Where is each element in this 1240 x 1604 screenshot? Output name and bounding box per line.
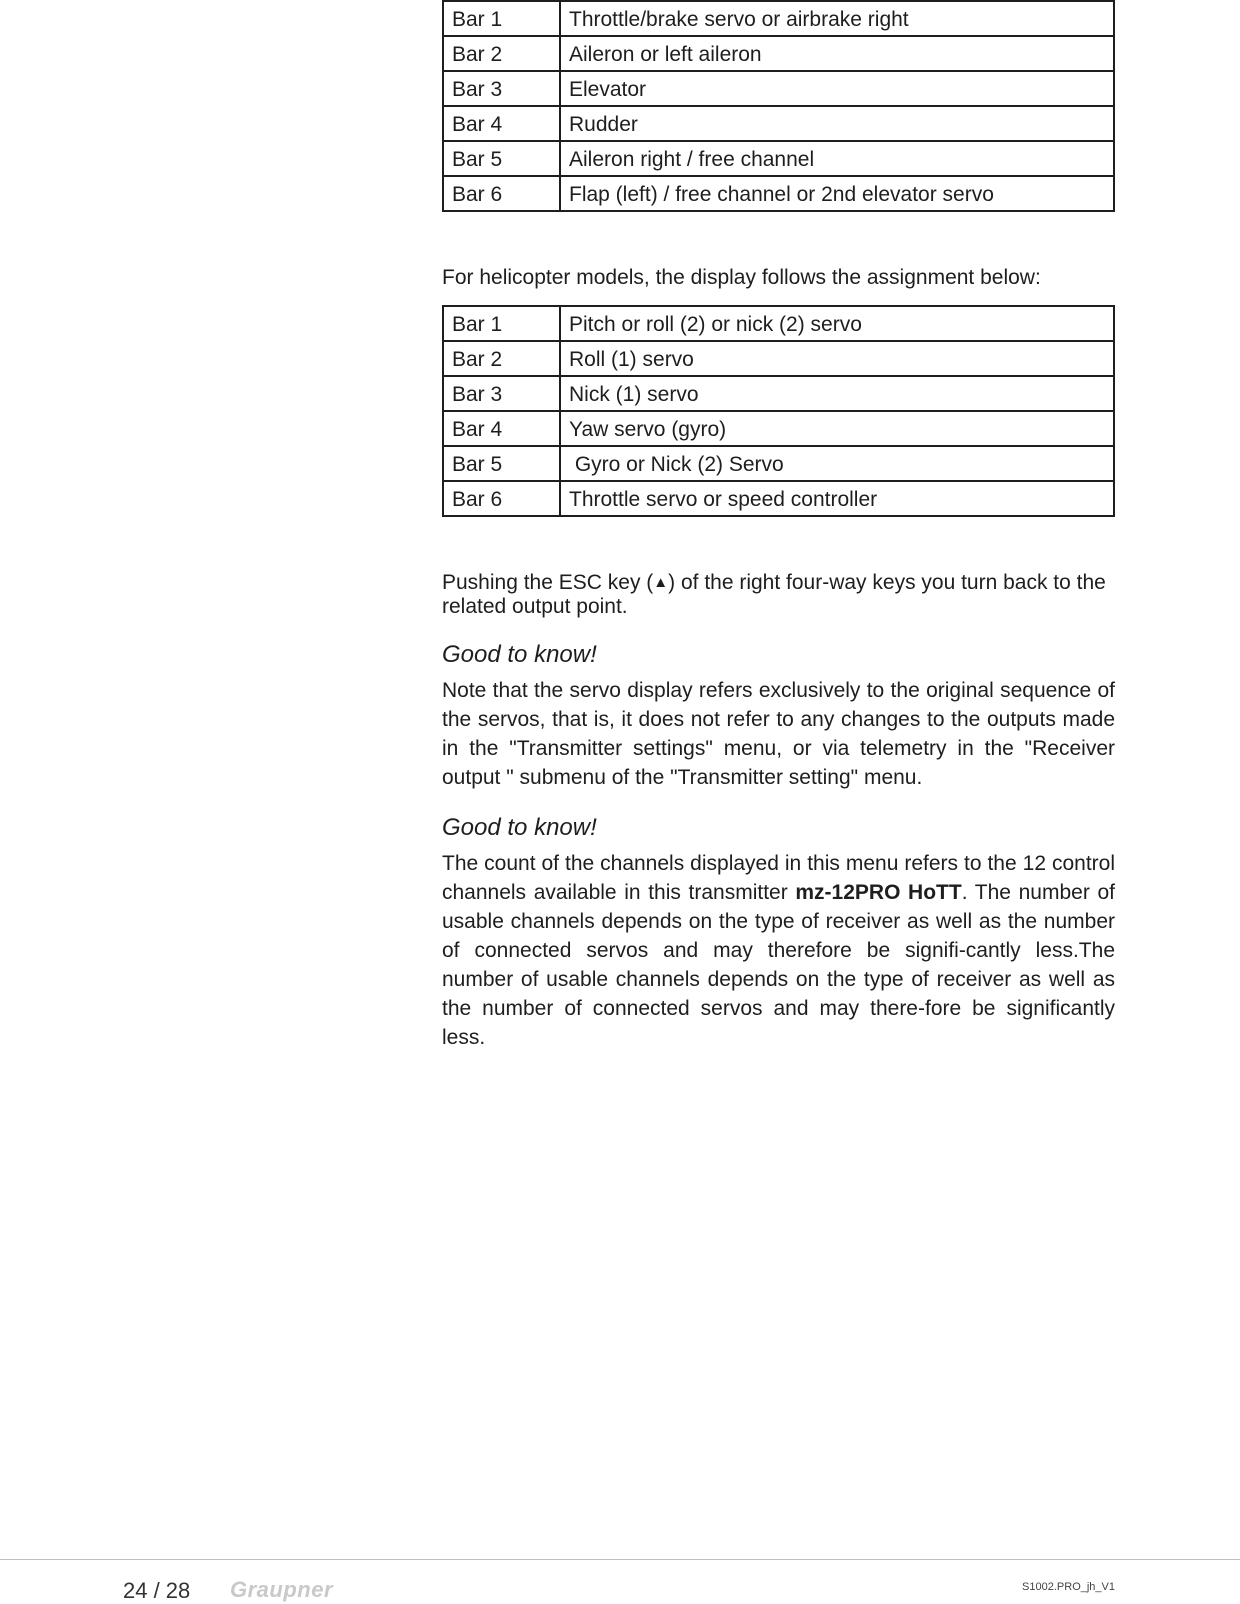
footer-divider bbox=[0, 1559, 1240, 1560]
table-row bbox=[443, 446, 1114, 481]
bar-label: Bar 5 bbox=[443, 446, 560, 481]
esc-paragraph bbox=[442, 571, 1115, 619]
table-row bbox=[443, 481, 1114, 516]
product-name: mz-12PRO HoTT bbox=[795, 880, 962, 904]
bar-label: Bar 6 bbox=[443, 176, 560, 211]
table-row bbox=[443, 36, 1114, 71]
bar-function: Yaw servo (gyro) bbox=[560, 411, 1114, 446]
bar-label: Bar 1 bbox=[443, 1, 560, 36]
note-title: Good to know! bbox=[442, 641, 597, 669]
bar-label: Bar 3 bbox=[443, 376, 560, 411]
page-content bbox=[442, 0, 1115, 1052]
note-body: Note that the servo display refers exclusively to the original sequence of the servos, that is, it does not refer to any changes to the outputs made in the "Transmitter settings" menu, or via telemetry in the "Receiver output " submenu of the "Transmitter setting" menu. bbox=[442, 678, 1115, 789]
table-row bbox=[443, 141, 1114, 176]
bar-function: Roll (1) servo bbox=[560, 341, 1114, 376]
heli-assignment-table bbox=[442, 305, 1115, 517]
bar-function: Throttle/brake servo or airbrake right bbox=[560, 1, 1114, 36]
note-title: Good to know! bbox=[442, 813, 597, 841]
table-row bbox=[443, 176, 1114, 211]
bar-function: Throttle servo or speed controller bbox=[560, 481, 1114, 516]
airplane-assignment-table bbox=[442, 0, 1115, 212]
bar-label: Bar 6 bbox=[443, 481, 560, 516]
esc-text-before: Pushing the ESC key ( bbox=[442, 571, 654, 595]
up-arrow-icon: ▲ bbox=[653, 574, 669, 592]
bar-function: Nick (1) servo bbox=[560, 376, 1114, 411]
note-body bbox=[442, 849, 1115, 1052]
note-text: . The number of usable channels depends on the type of receiver as well as the number of connected servos and may therefore be signifi-cantly less.The number of usable channels depends on the type of receiver as well as the number of connected servos and may there-fore be significantly less. bbox=[442, 880, 1115, 1049]
bar-function: Pitch or roll (2) or nick (2) servo bbox=[560, 306, 1114, 341]
bar-function: Aileron right / free channel bbox=[560, 141, 1114, 176]
bar-label: Bar 4 bbox=[443, 411, 560, 446]
table-row bbox=[443, 376, 1114, 411]
page-number: 24 / 28 bbox=[123, 1578, 191, 1603]
bar-function: Rudder bbox=[560, 106, 1114, 141]
bar-function: Aileron or left aileron bbox=[560, 36, 1114, 71]
table-row bbox=[443, 1, 1114, 36]
bar-label: Bar 5 bbox=[443, 141, 560, 176]
bar-function: Elevator bbox=[560, 71, 1114, 106]
table-row bbox=[443, 106, 1114, 141]
bar-function: Flap (left) / free channel or 2nd elevator servo bbox=[560, 176, 1114, 211]
document-id: S1002.PRO_jh_V1 bbox=[1022, 1581, 1115, 1593]
heli-intro-text: For helicopter models, the display follows the assignment below: bbox=[442, 266, 1041, 289]
brand-logo: Graupner bbox=[230, 1577, 334, 1602]
table-row bbox=[443, 341, 1114, 376]
note-text: The count of the channels displayed in this menu refers to the 12 control channels available in this transmitter bbox=[442, 851, 1115, 904]
bar-label: Bar 2 bbox=[443, 36, 560, 71]
bar-label: Bar 4 bbox=[443, 106, 560, 141]
bar-label: Bar 2 bbox=[443, 341, 560, 376]
bar-label: Bar 1 bbox=[443, 306, 560, 341]
table-row bbox=[443, 411, 1114, 446]
table-row bbox=[443, 306, 1114, 341]
esc-text-after: ) of the right four-way keys you turn back to the related output point. bbox=[442, 571, 1106, 619]
bar-label: Bar 3 bbox=[443, 71, 560, 106]
table-row bbox=[443, 71, 1114, 106]
bar-function: Gyro or Nick (2) Servo bbox=[560, 446, 1114, 481]
